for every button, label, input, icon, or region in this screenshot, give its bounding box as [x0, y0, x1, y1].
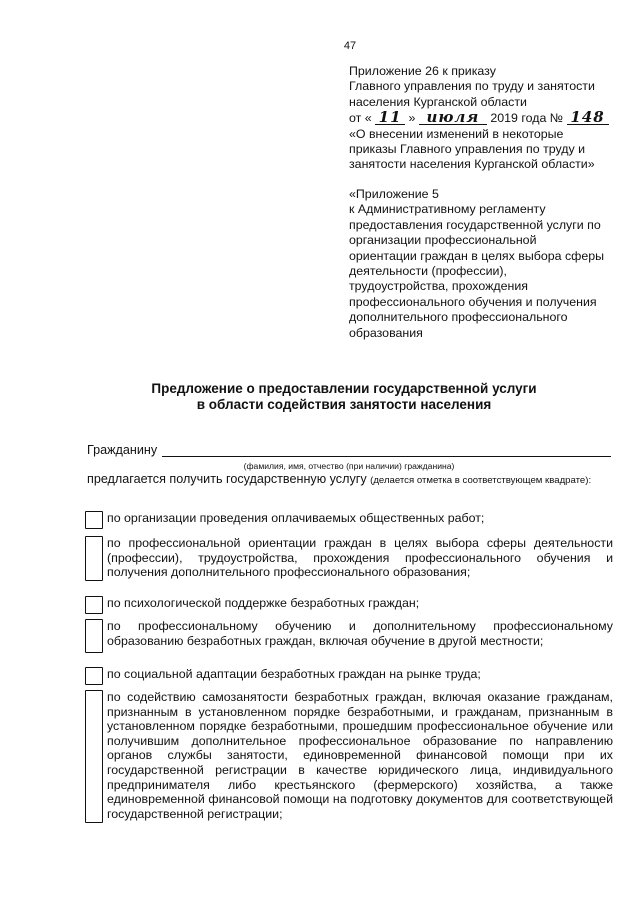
appendix-line: Приложение 26 к приказу	[349, 64, 496, 78]
appendix-5-header	[349, 187, 611, 341]
title-line-1: Предложение о предоставлении государственной услуги	[151, 381, 537, 396]
option-checkbox[interactable]	[85, 619, 103, 653]
citizen-caption: (фамилия, имя, отчество (при наличии) гражданина)	[243, 461, 455, 471]
service-option	[85, 690, 613, 823]
appendix5-line: ориентации граждан в целях выбора сферы	[349, 248, 605, 263]
service-option	[85, 596, 613, 614]
service-option	[85, 536, 613, 581]
option-checkbox[interactable]	[85, 536, 103, 581]
date-year: 2019 года №	[490, 111, 564, 126]
option-text: по социальной адаптации безработных граждан на рынке труда;	[107, 667, 481, 681]
offer-note: (делается отметка в соответствующем квадрате):	[370, 475, 592, 486]
option-text: по организации проведения оплачиваемых общественных работ;	[107, 511, 485, 525]
appendix-line: населения Курганской области	[349, 94, 527, 109]
citizen-name-line[interactable]	[162, 456, 611, 457]
document-title	[24, 381, 640, 413]
appendix5-line: к Административному регламенту	[349, 202, 546, 217]
appendix5-line: «Приложение 5	[349, 187, 439, 201]
appendix-26-header	[349, 64, 611, 173]
date-mid: »	[408, 111, 416, 126]
service-option	[85, 511, 613, 529]
order-number: 148	[567, 110, 609, 125]
appendix5-line: трудоустройства, прохождения	[349, 279, 528, 294]
option-text: по профессиональному обучению и дополнительному профессиональному образованию безработных граждан, включая обучение в другой местности;	[107, 619, 613, 648]
service-option	[85, 667, 613, 685]
date-day: 11	[375, 110, 405, 125]
appendix5-line: дополнительного профессионального	[349, 310, 568, 325]
appendix5-line: предоставления государственной услуги по	[349, 217, 601, 232]
option-text: по психологической поддержке безработных граждан;	[107, 596, 420, 610]
appendix-line: занятости населения Курганской области»	[349, 157, 595, 172]
appendix-line: приказы Главного управления по труду и	[349, 142, 586, 157]
page-number: 47	[343, 40, 357, 52]
option-checkbox[interactable]	[85, 667, 103, 685]
option-checkbox[interactable]	[85, 690, 103, 823]
appendix5-line: профессионального обучения и получения	[349, 294, 597, 309]
appendix-line: «О внесении изменений в некоторые	[349, 126, 564, 141]
option-checkbox[interactable]	[85, 511, 103, 529]
date-month: июля	[419, 110, 487, 125]
option-checkbox[interactable]	[85, 596, 103, 614]
title-line-2: в области содействия занятости населения	[196, 397, 492, 412]
appendix5-line: образования	[349, 325, 423, 340]
service-option	[85, 619, 613, 653]
appendix5-line: организации профессиональной	[349, 233, 537, 248]
option-text: по профессиональной ориентации граждан в целях выбора сферы деятельности (профессии), трудоустройства, прохождения профессионального обучения и получения дополнительного профессионального образования;	[107, 536, 613, 580]
appendix-line: Главного управления по труду и занятости	[349, 79, 595, 94]
offer-text: предлагается получить государственную услугу	[87, 472, 367, 486]
appendix5-line: деятельности (профессии),	[349, 264, 508, 279]
citizen-field	[87, 443, 611, 459]
citizen-label: Гражданину	[87, 443, 158, 457]
date-prefix: от «	[349, 111, 372, 126]
order-date-line	[349, 110, 611, 126]
option-text: по содействию самозанятости безработных граждан, включая оказание гражданам, признанным в установленном порядке безработными, и гражданам, признанным в установленном порядке безработными, прошедшим профессиональное обучение или получившим дополнительное профессиональное образование по направлению органов службы занятости, единовременной финансовой помощи при их государственной регистрации в качестве юридического лица, индивидуального предпринимателя либо крестьянского (фермерского) хозяйства, а также единовременной финансовой помощи на подготовку документов для соответствующей государственной регистрации;	[107, 690, 613, 821]
offer-paragraph	[87, 472, 611, 488]
